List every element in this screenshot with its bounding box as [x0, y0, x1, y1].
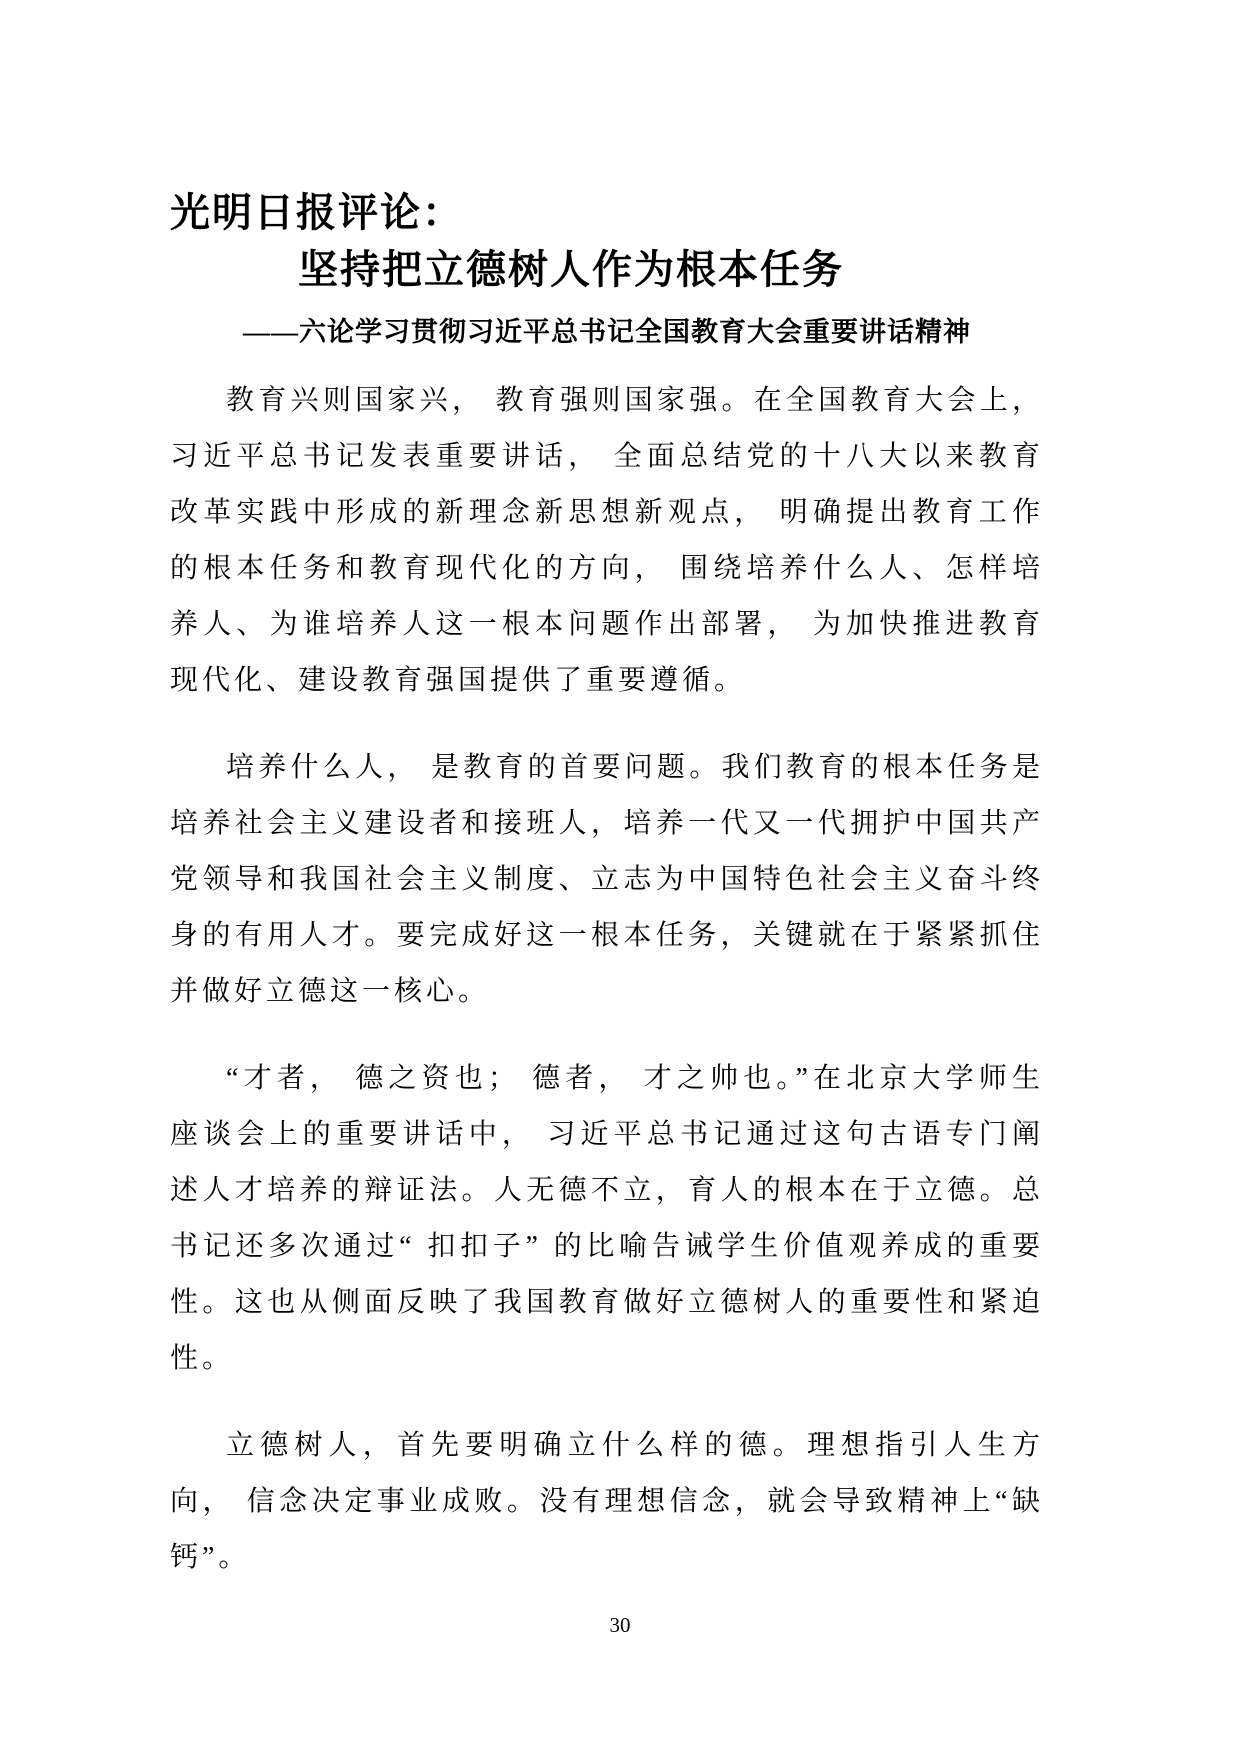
paragraph: “才者， 德之资也； 德者， 才之帅也。”在北京大学师生座谈会上的重要讲话中， 习近平总书记通过这句古语专门阐述人才培养的辩证法。人无德不立，育人的根本在于立德。总书记还多次通过“ 扣扣子” 的比喻告诫学生价值观养成的重要性。这也从侧面反映了我国教育做好立德树人的重要性和紧迫性。	[170, 1063, 1044, 1374]
page-title	[170, 185, 1044, 299]
article-body	[170, 373, 1044, 1586]
paragraph: 培养什么人， 是教育的首要问题。我们教育的根本任务是培养社会主义建设者和接班人，培养一代又一代拥护中国共产党领导和我国社会主义制度、立志为中国特色社会主义奋斗终身的有用人才。要完成好这一根本任务，关键就在于紧紧抓住并做好立德这一核心。	[170, 752, 1044, 1007]
title-line-1: 光明日报评论：	[170, 191, 464, 235]
title-line-2: 坚持把立德树人作为根本任务	[298, 248, 844, 292]
page-number: 30	[609, 1613, 631, 1637]
paragraph: 立德树人，首先要明确立什么样的德。理想指引人生方向， 信念决定事业成败。没有理想信念，就会导致精神上“缺钙”。	[170, 1430, 1044, 1573]
paragraph: 教育兴则国家兴， 教育强则国家强。在全国教育大会上，习近平总书记发表重要讲话， 全面总结党的十八大以来教育改革实践中形成的新理念新思想新观点， 明确提出教育工作的根本任务和教育现代化的方向， 围绕培养什么人、怎样培养人、为谁培养人这一根本问题作出部署， 为加快推进教育现代化、建设教育强国提供了重要遵循。	[170, 385, 1044, 696]
subtitle: ——六论学习贯彻习近平总书记全国教育大会重要讲话精神	[243, 317, 971, 347]
